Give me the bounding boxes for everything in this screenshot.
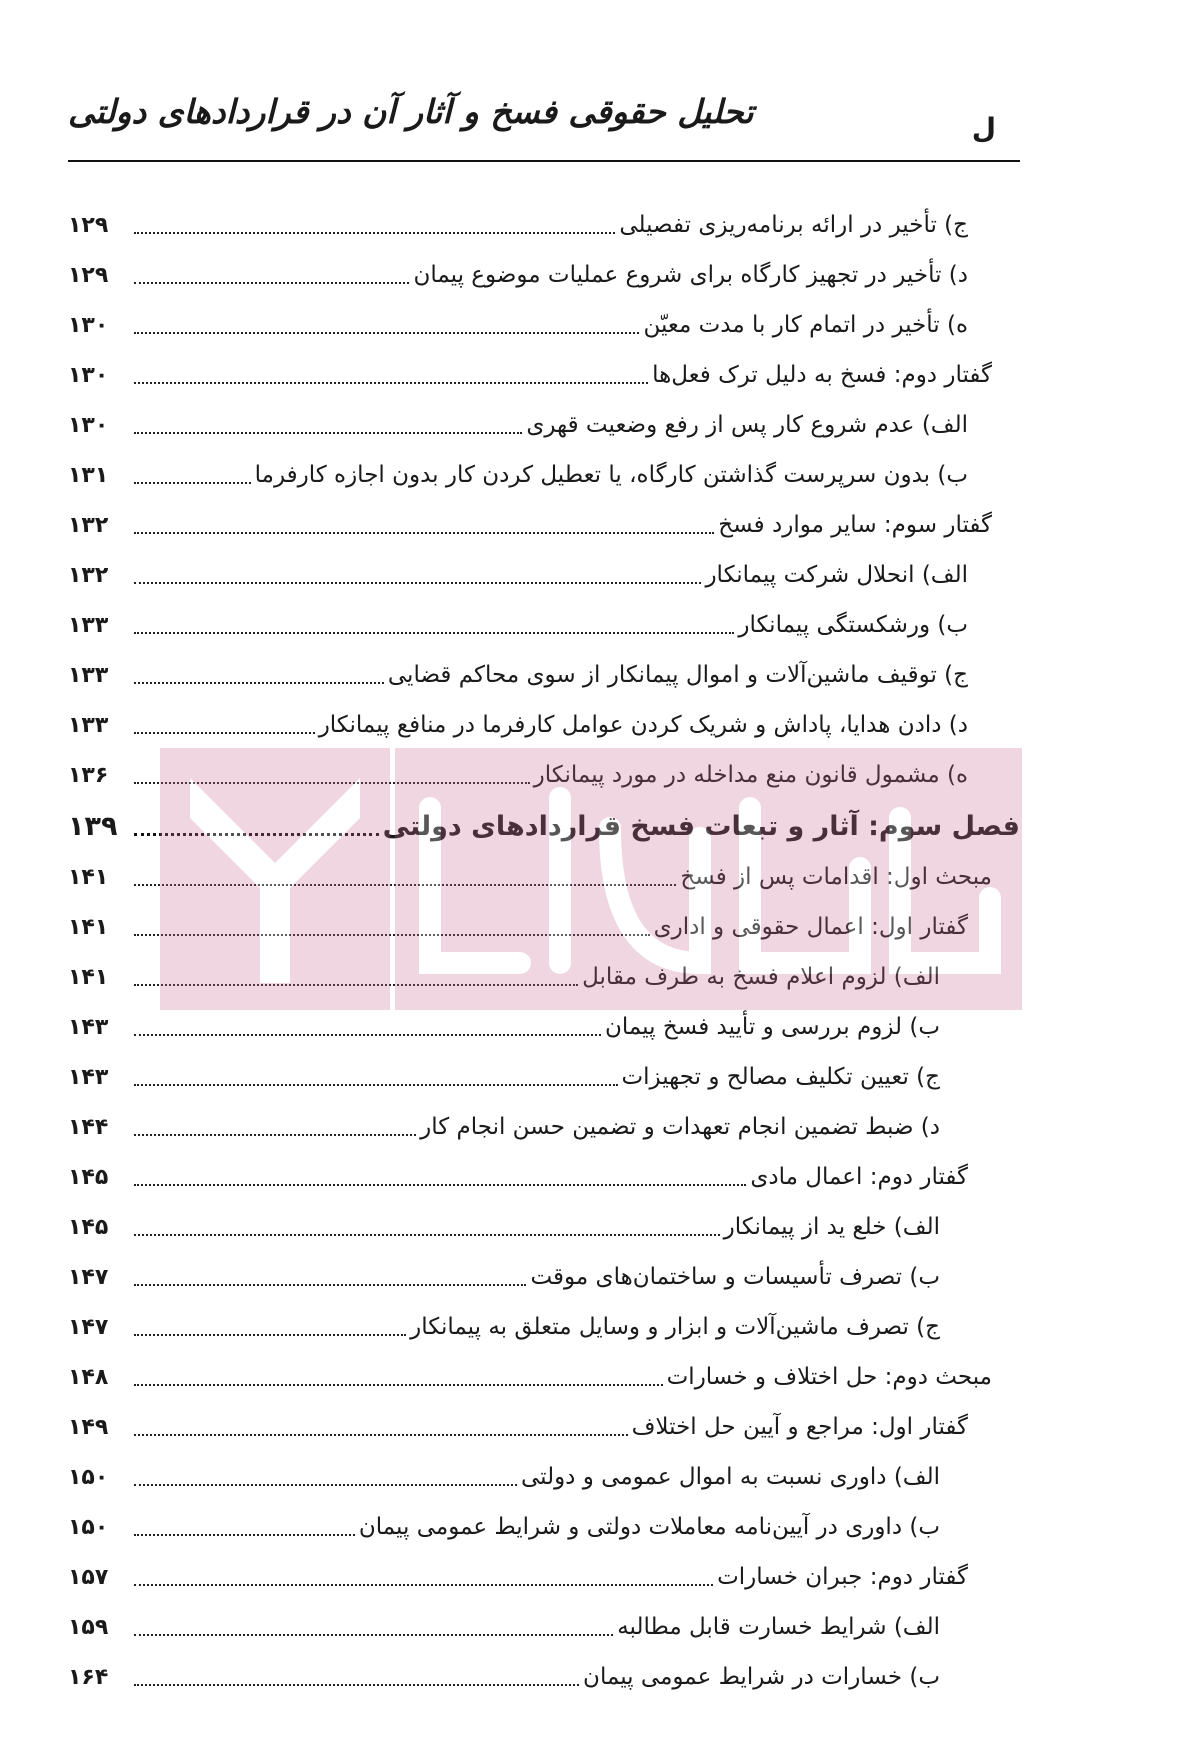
dot-leader xyxy=(134,632,734,634)
toc-entry-title: گفتار دوم: جبران خسارات xyxy=(717,1564,968,1590)
dot-leader xyxy=(134,232,615,234)
toc-entry xyxy=(68,500,1020,550)
toc-entry-title: ب) داوری در آیین‌نامه معاملات دولتی و شرایط عمومی پیمان xyxy=(358,1514,940,1540)
toc-page-number: ۱۳۰ xyxy=(68,312,109,338)
toc-page-number: ۱۳۳ xyxy=(68,612,109,638)
dot-leader xyxy=(134,934,650,936)
toc-entry-title: ج) توقیف ماشین‌آلات و اموال پیمانکار از سوی محاکم قضایی xyxy=(387,662,968,688)
toc-page-number: ۱۴۵ xyxy=(68,1164,109,1190)
dot-leader xyxy=(134,1634,613,1636)
dot-leader xyxy=(134,1584,713,1586)
dot-leader xyxy=(134,1484,517,1486)
toc-entry-title: ب) لزوم بررسی و تأیید فسخ پیمان xyxy=(604,1014,940,1040)
toc-page-number: ۱۳۲ xyxy=(68,512,109,538)
toc-entry xyxy=(68,600,1020,650)
toc-chapter-entry xyxy=(68,800,1020,852)
dot-leader xyxy=(134,1184,746,1186)
toc-page-number: ۱۳۱ xyxy=(68,462,109,488)
toc-page-number: ۱۵۰ xyxy=(68,1514,109,1540)
dot-leader xyxy=(134,582,701,584)
toc-entry-title: الف) داوری نسبت به اموال عمومی و دولتی xyxy=(520,1464,940,1490)
toc-page-number: ۱۴۳ xyxy=(68,1014,109,1040)
toc-entry xyxy=(68,1652,1020,1702)
dot-leader xyxy=(134,532,714,534)
toc-entry xyxy=(68,700,1020,750)
toc-entry-title: د) ضبط تضمین انجام تعهدات و تضمین حسن انجام کار xyxy=(420,1114,940,1140)
dot-leader xyxy=(134,482,251,484)
toc-page-number: ۱۶۴ xyxy=(68,1664,109,1690)
toc-entry-title: گفتار دوم: اعمال مادی xyxy=(750,1164,968,1190)
toc-entry-title: فصل سوم: آثار و تبعات فسخ قراردادهای دولتی xyxy=(382,810,1020,842)
toc-entry xyxy=(68,250,1020,300)
toc-page-number: ۱۴۹ xyxy=(68,1414,109,1440)
dot-leader xyxy=(134,1284,526,1286)
toc-entry-title: ج) تأخیر در ارائه برنامه‌ریزی تفصیلی xyxy=(619,212,968,238)
dot-leader xyxy=(134,1034,601,1036)
toc-page-number: ۱۲۹ xyxy=(68,262,109,288)
toc-entry-title: ج) تصرف ماشین‌آلات و ابزار و وسایل متعلق به پیمانکار xyxy=(410,1314,940,1340)
dot-leader xyxy=(134,382,648,384)
dot-leader xyxy=(134,782,530,784)
toc-entry xyxy=(68,300,1020,350)
toc-entry-title: گفتار اول: اعمال حقوقی و اداری xyxy=(653,914,968,940)
toc-page-number: ۱۴۷ xyxy=(68,1264,109,1290)
toc-page-number: ۱۳۳ xyxy=(68,712,109,738)
toc-entry-title: د) تأخیر در تجهیز کارگاه برای شروع عملیات موضوع پیمان xyxy=(413,262,968,288)
table-of-contents xyxy=(68,200,1020,1702)
toc-page-number: ۱۴۱ xyxy=(68,964,109,990)
toc-entry-title: الف) خلع ید از پیمانکار xyxy=(723,1214,940,1240)
toc-entry-title: ب) خسارات در شرایط عمومی پیمان xyxy=(583,1664,940,1690)
toc-page-number: ۱۴۵ xyxy=(68,1214,109,1240)
toc-entry xyxy=(68,450,1020,500)
toc-entry-title: مبحث دوم: حل اختلاف و خسارات xyxy=(666,1364,992,1390)
book-title: تحلیل حقوقی فسخ و آثار آن در قراردادهای دولتی xyxy=(68,92,754,131)
dot-leader xyxy=(134,432,522,434)
toc-page-number: ۱۴۸ xyxy=(68,1364,109,1390)
toc-entry-title: ب) ورشکستگی پیمانکار xyxy=(738,612,968,638)
toc-entry xyxy=(68,650,1020,700)
toc-entry xyxy=(68,1452,1020,1502)
toc-entry-title: الف) لزوم اعلام فسخ به طرف مقابل xyxy=(582,964,940,990)
toc-entry xyxy=(68,1352,1020,1402)
dot-leader xyxy=(134,1234,720,1236)
toc-page-number: ۱۲۹ xyxy=(68,212,109,238)
toc-entry-title: ه) تأخیر در اتمام کار با مدت معیّن xyxy=(643,312,968,338)
toc-entry xyxy=(68,902,1020,952)
toc-entry xyxy=(68,350,1020,400)
toc-entry xyxy=(68,1152,1020,1202)
dot-leader xyxy=(134,833,379,836)
toc-page-number: ۱۴۱ xyxy=(68,864,109,890)
toc-entry-title: الف) شرایط خسارت قابل مطالبه xyxy=(617,1614,940,1640)
toc-page-number: ۱۳۶ xyxy=(68,762,109,788)
toc-entry-title: گفتار اول: مراجع و آیین حل اختلاف xyxy=(631,1414,968,1440)
dot-leader xyxy=(134,1084,618,1086)
toc-page-number: ۱۳۳ xyxy=(68,662,109,688)
toc-entry-title: مبحث اول: اقدامات پس از فسخ xyxy=(680,864,992,890)
toc-entry xyxy=(68,550,1020,600)
dot-leader xyxy=(134,1334,406,1336)
dot-leader xyxy=(134,332,639,334)
toc-entry xyxy=(68,200,1020,250)
dot-leader xyxy=(134,282,409,284)
toc-entry xyxy=(68,1102,1020,1152)
toc-page-number: ۱۴۴ xyxy=(68,1114,109,1140)
dot-leader xyxy=(134,884,676,886)
toc-entry-title: ب) بدون سرپرست گذاشتن کارگاه، یا تعطیل کردن کار بدون اجازه کارفرما xyxy=(254,462,968,488)
dot-leader xyxy=(134,1684,579,1686)
toc-page-number: ۱۵۹ xyxy=(68,1614,109,1640)
toc-entry xyxy=(68,1402,1020,1452)
toc-entry xyxy=(68,1302,1020,1352)
toc-page-number: ۱۳۲ xyxy=(68,562,109,588)
page-letter: ل xyxy=(971,112,996,145)
toc-page-number: ۱۳۹ xyxy=(68,810,118,842)
toc-entry xyxy=(68,1202,1020,1252)
toc-entry-title: گفتار سوم: سایر موارد فسخ xyxy=(718,512,992,538)
dot-leader xyxy=(134,984,578,986)
toc-entry-title: الف) انحلال شرکت پیمانکار xyxy=(705,562,968,588)
dot-leader xyxy=(134,1534,355,1536)
toc-page-number: ۱۴۳ xyxy=(68,1064,109,1090)
toc-entry xyxy=(68,952,1020,1002)
toc-page-number: ۱۵۰ xyxy=(68,1464,109,1490)
toc-entry-title: ج) تعیین تکلیف مصالح و تجهیزات xyxy=(621,1064,940,1090)
toc-page-number: ۱۴۷ xyxy=(68,1314,109,1340)
dot-leader xyxy=(134,1434,628,1436)
toc-entry xyxy=(68,852,1020,902)
toc-entry xyxy=(68,1252,1020,1302)
toc-entry xyxy=(68,1002,1020,1052)
page-header xyxy=(68,70,1020,162)
dot-leader xyxy=(134,1134,416,1136)
toc-entry-title: الف) عدم شروع کار پس از رفع وضعیت قهری xyxy=(526,412,968,438)
toc-entry xyxy=(68,750,1020,800)
toc-entry-title: ه) مشمول قانون منع مداخله در مورد پیمانکار xyxy=(533,762,968,788)
toc-entry xyxy=(68,1552,1020,1602)
toc-entry xyxy=(68,1502,1020,1552)
toc-page-number: ۱۴۱ xyxy=(68,914,109,940)
toc-page-number: ۱۵۷ xyxy=(68,1564,109,1590)
toc-entry xyxy=(68,400,1020,450)
toc-entry xyxy=(68,1602,1020,1652)
toc-page-number: ۱۳۰ xyxy=(68,362,109,388)
toc-page-number: ۱۳۰ xyxy=(68,412,109,438)
toc-entry-title: گفتار دوم: فسخ به دلیل ترک فعل‌ها xyxy=(652,362,992,388)
dot-leader xyxy=(134,732,315,734)
toc-entry-title: ب) تصرف تأسیسات و ساختمان‌های موقت xyxy=(530,1264,940,1290)
toc-entry-title: د) دادن هدایا، پاداش و شریک کردن عوامل کارفرما در منافع پیمانکار xyxy=(318,712,968,738)
dot-leader xyxy=(134,682,384,684)
dot-leader xyxy=(134,1384,663,1386)
toc-entry xyxy=(68,1052,1020,1102)
